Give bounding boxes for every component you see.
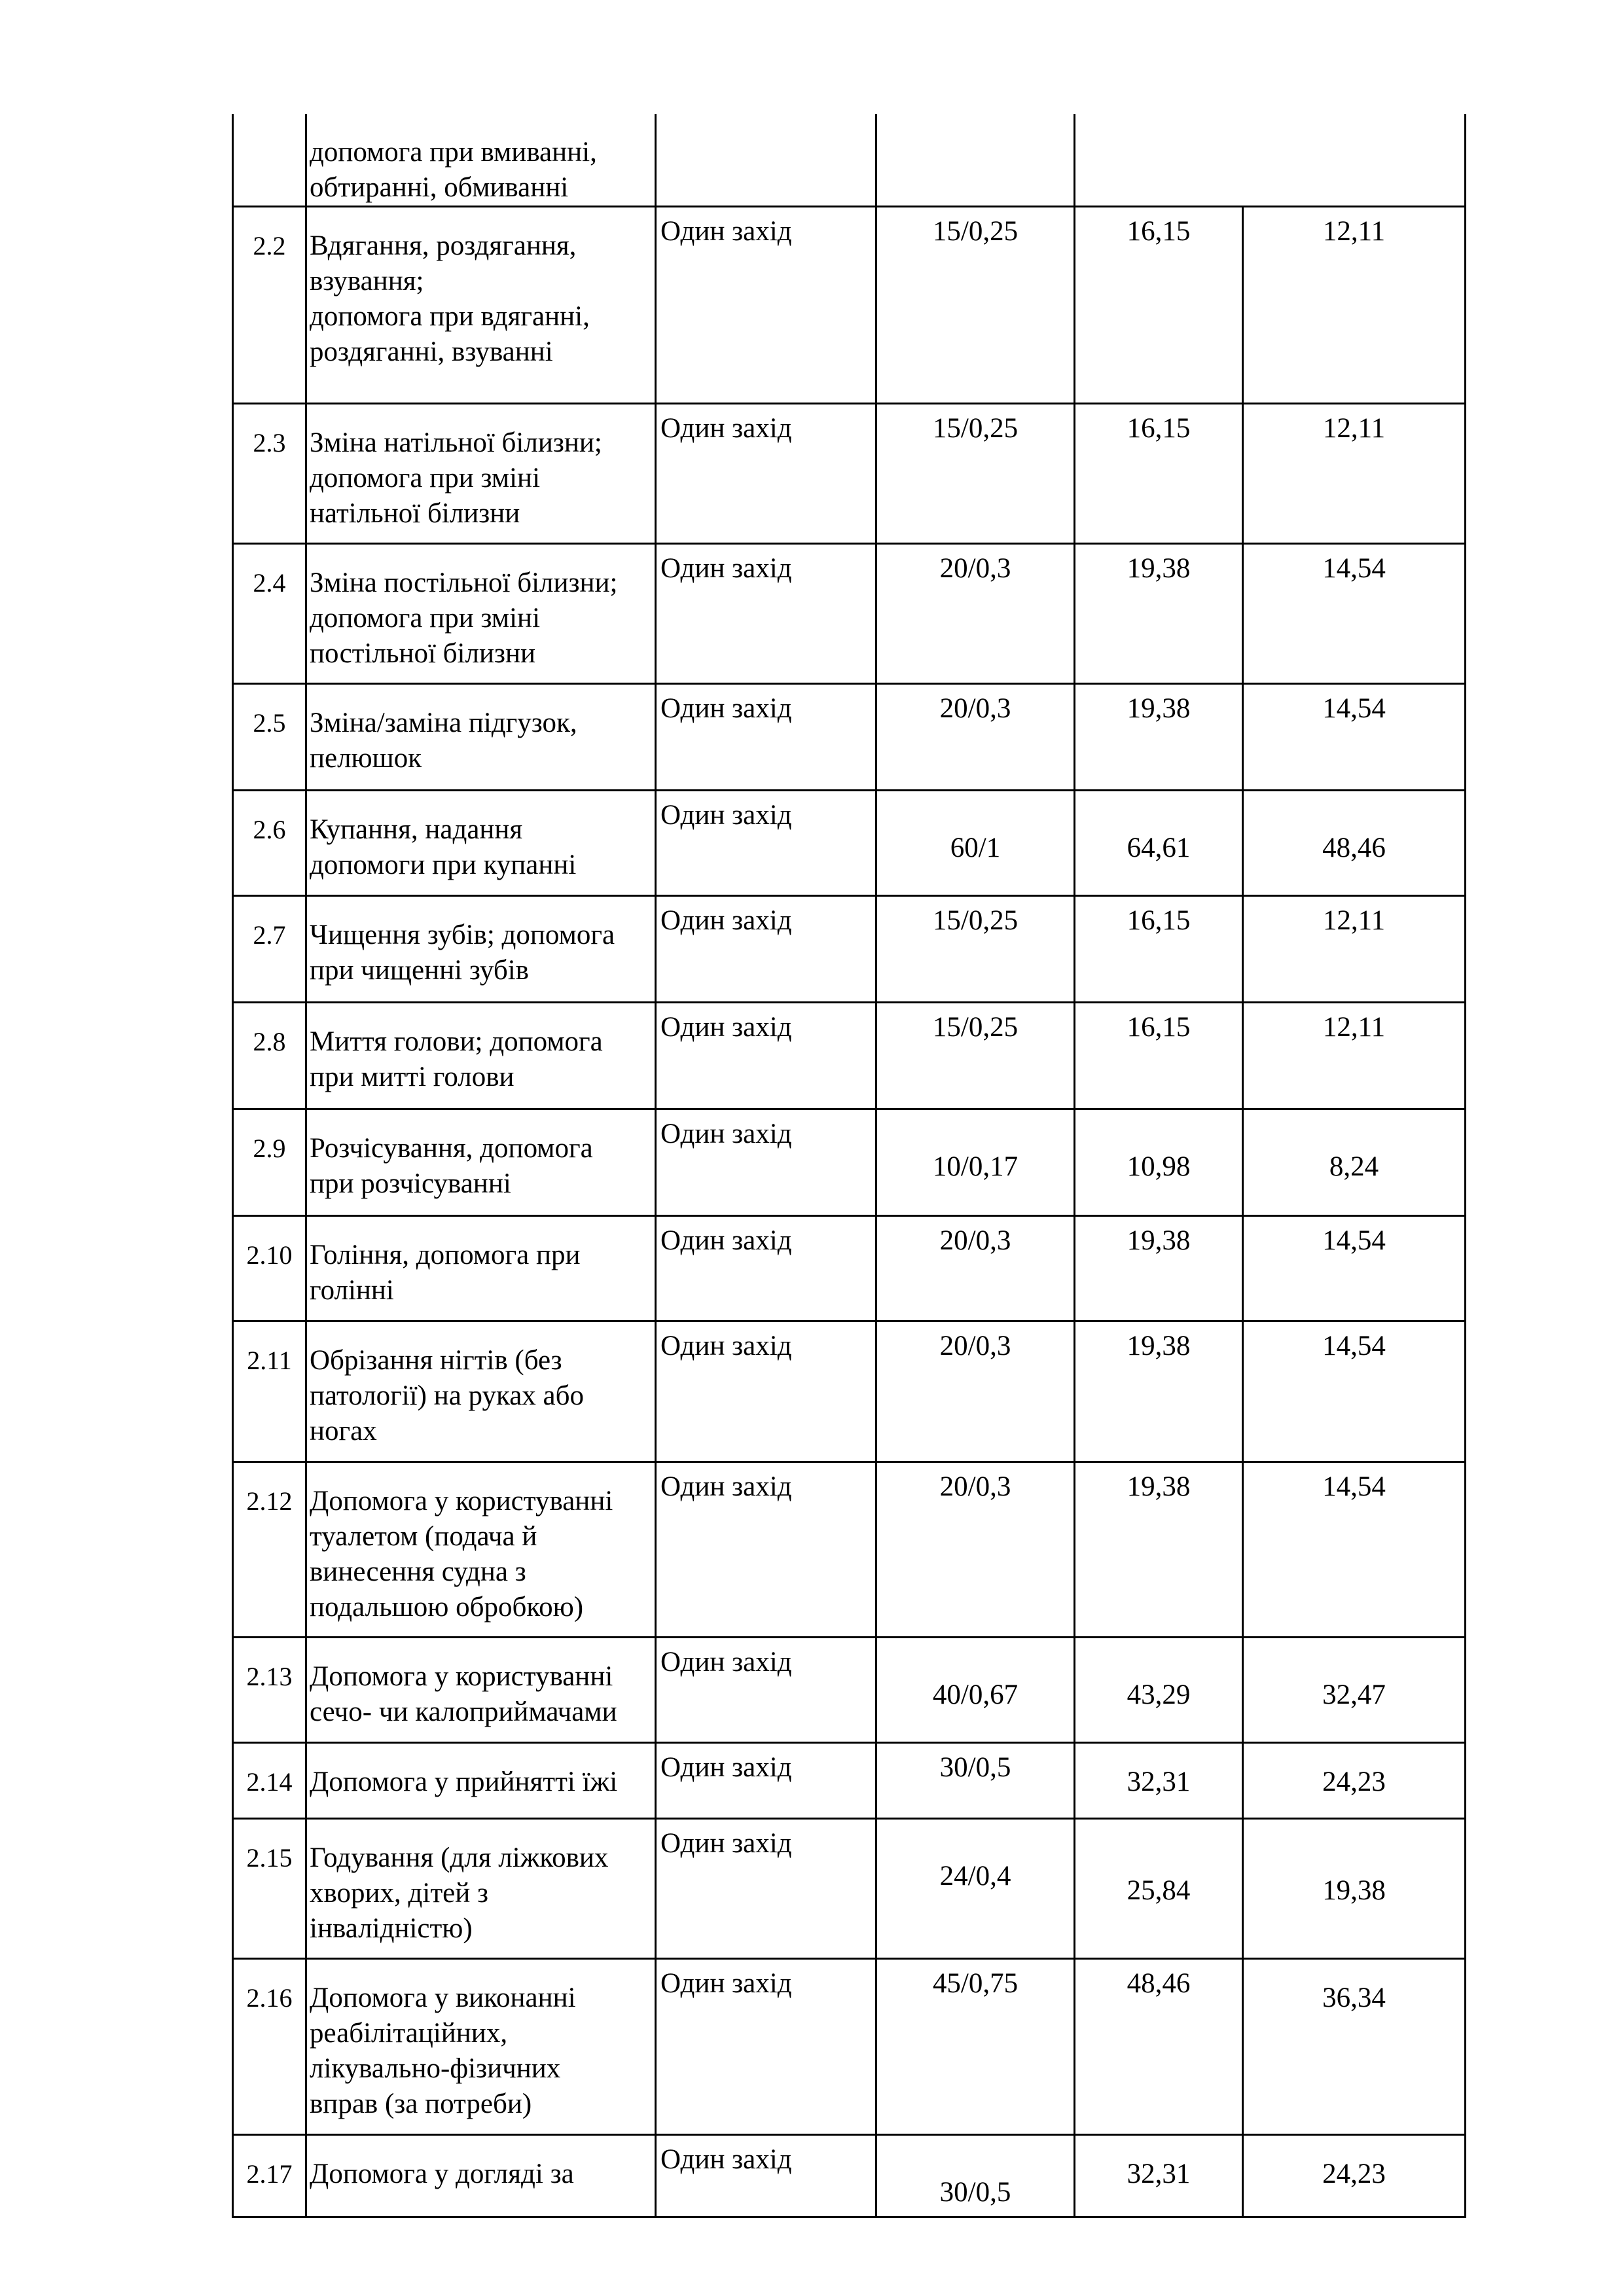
service-description: Зміна натільної білизни; допомога при зміні натільної білизни <box>306 404 656 544</box>
row-number: 2.5 <box>233 684 306 791</box>
cost-value-reduced: 19,38 <box>1243 1819 1466 1959</box>
unit-of-measure: Один захід <box>656 1743 876 1819</box>
service-description: Миття голови; допомога при митті голови <box>306 1003 656 1109</box>
row-number: 2.3 <box>233 404 306 544</box>
row-number: 2.16 <box>233 1959 306 2135</box>
row-number: 2.13 <box>233 1638 306 1743</box>
row-number: 2.15 <box>233 1819 306 1959</box>
row-number: 2.17 <box>233 2135 306 2217</box>
cost-value-reduced: 14,54 <box>1243 1321 1466 1462</box>
cost-value: 19,38 <box>1075 1321 1243 1462</box>
service-description: Допомога у прийнятті їжі <box>306 1743 656 1819</box>
cost-value: 32,31 <box>1075 2135 1243 2217</box>
cost-value-reduced: 14,54 <box>1243 684 1466 791</box>
row-number: 2.8 <box>233 1003 306 1109</box>
cost-value-reduced: 14,54 <box>1243 544 1466 684</box>
service-description: допомога при вмиванні, обтиранні, обмиванні <box>306 114 656 207</box>
time-norm: 20/0,3 <box>876 1462 1075 1638</box>
row-number: 2.6 <box>233 791 306 896</box>
row-number: 2.14 <box>233 1743 306 1819</box>
unit-of-measure: Один захід <box>656 1109 876 1216</box>
unit-of-measure: Один захід <box>656 544 876 684</box>
service-description: Допомога у користуванні сечо- чи калоприймачами <box>306 1638 656 1743</box>
row-number <box>233 114 306 207</box>
unit-of-measure: Один захід <box>656 896 876 1003</box>
cost-value: 19,38 <box>1075 684 1243 791</box>
service-description: Чищення зубів; допомога при чищенні зубів <box>306 896 656 1003</box>
service-description: Допомога у виконанні реабілітаційних, лікувально-фізичних вправ (за потреби) <box>306 1959 656 2135</box>
time-norm: 40/0,67 <box>876 1638 1075 1743</box>
cost-value-reduced: 12,11 <box>1243 404 1466 544</box>
table-row <box>233 207 1466 404</box>
unit-of-measure: Один захід <box>656 1462 876 1638</box>
time-norm: 20/0,3 <box>876 1321 1075 1462</box>
cost-value-reduced: 12,11 <box>1243 207 1466 404</box>
cost-value: 64,61 <box>1075 791 1243 896</box>
cost-value: 16,15 <box>1075 1003 1243 1109</box>
cost-value: 16,15 <box>1075 896 1243 1003</box>
time-norm <box>876 114 1075 207</box>
table-row <box>233 1819 1466 1959</box>
table-row <box>233 114 1466 207</box>
service-description: Купання, надання допомоги при купанні <box>306 791 656 896</box>
time-norm: 30/0,5 <box>876 2135 1075 2217</box>
cost-value: 19,38 <box>1075 1216 1243 1321</box>
services-tariff-table <box>232 114 1466 2218</box>
row-number: 2.12 <box>233 1462 306 1638</box>
table-row <box>233 404 1466 544</box>
unit-of-measure: Один захід <box>656 1321 876 1462</box>
time-norm: 15/0,25 <box>876 404 1075 544</box>
time-norm: 20/0,3 <box>876 684 1075 791</box>
cost-value: 10,98 <box>1075 1109 1243 1216</box>
table-row <box>233 1959 1466 2135</box>
unit-of-measure: Один захід <box>656 2135 876 2217</box>
time-norm: 24/0,4 <box>876 1819 1075 1959</box>
unit-of-measure: Один захід <box>656 684 876 791</box>
unit-of-measure: Один захід <box>656 1638 876 1743</box>
cost-value <box>1075 114 1466 207</box>
table-row <box>233 896 1466 1003</box>
table-row <box>233 1109 1466 1216</box>
time-norm: 30/0,5 <box>876 1743 1075 1819</box>
time-norm: 60/1 <box>876 791 1075 896</box>
service-description: Обрізання нігтів (без патології) на руках або ногах <box>306 1321 656 1462</box>
time-norm: 15/0,25 <box>876 207 1075 404</box>
unit-of-measure: Один захід <box>656 404 876 544</box>
service-description: Вдягання, роздягання, взування; допомога при вдяганні, роздяганні, взуванні <box>306 207 656 404</box>
row-number: 2.10 <box>233 1216 306 1321</box>
unit-of-measure: Один захід <box>656 1216 876 1321</box>
cost-value: 16,15 <box>1075 207 1243 404</box>
table-row <box>233 684 1466 791</box>
table-row <box>233 791 1466 896</box>
cost-value: 19,38 <box>1075 1462 1243 1638</box>
unit-of-measure: Один захід <box>656 1959 876 2135</box>
cost-value: 43,29 <box>1075 1638 1243 1743</box>
service-description: Годування (для ліжкових хворих, дітей з інвалідністю) <box>306 1819 656 1959</box>
cost-value-reduced: 8,24 <box>1243 1109 1466 1216</box>
unit-of-measure <box>656 114 876 207</box>
row-number: 2.11 <box>233 1321 306 1462</box>
table-row <box>233 1321 1466 1462</box>
cost-value-reduced: 24,23 <box>1243 1743 1466 1819</box>
cost-value-reduced: 14,54 <box>1243 1462 1466 1638</box>
table-row <box>233 1462 1466 1638</box>
unit-of-measure: Один захід <box>656 1003 876 1109</box>
cost-value-reduced: 32,47 <box>1243 1638 1466 1743</box>
row-number: 2.9 <box>233 1109 306 1216</box>
time-norm: 15/0,25 <box>876 896 1075 1003</box>
cost-value-reduced: 24,23 <box>1243 2135 1466 2217</box>
time-norm: 15/0,25 <box>876 1003 1075 1109</box>
cost-value-reduced: 48,46 <box>1243 791 1466 896</box>
row-number: 2.4 <box>233 544 306 684</box>
service-description: Допомога у догляді за <box>306 2135 656 2217</box>
service-description: Зміна/заміна підгузок, пелюшок <box>306 684 656 791</box>
table-row <box>233 1638 1466 1743</box>
table-row <box>233 544 1466 684</box>
table-row <box>233 1743 1466 1819</box>
row-number: 2.2 <box>233 207 306 404</box>
service-description: Розчісування, допомога при розчісуванні <box>306 1109 656 1216</box>
service-description: Зміна постільної білизни; допомога при зміні постільної білизни <box>306 544 656 684</box>
service-description: Допомога у користуванні туалетом (подача й винесення судна з подальшою обробкою) <box>306 1462 656 1638</box>
time-norm: 20/0,3 <box>876 544 1075 684</box>
time-norm: 45/0,75 <box>876 1959 1075 2135</box>
cost-value-reduced: 14,54 <box>1243 1216 1466 1321</box>
unit-of-measure: Один захід <box>656 1819 876 1959</box>
row-number: 2.7 <box>233 896 306 1003</box>
unit-of-measure: Один захід <box>656 791 876 896</box>
cost-value: 32,31 <box>1075 1743 1243 1819</box>
time-norm: 10/0,17 <box>876 1109 1075 1216</box>
cost-value: 25,84 <box>1075 1819 1243 1959</box>
unit-of-measure: Один захід <box>656 207 876 404</box>
cost-value-reduced: 36,34 <box>1243 1959 1466 2135</box>
cost-value-reduced: 12,11 <box>1243 1003 1466 1109</box>
cost-value: 16,15 <box>1075 404 1243 544</box>
cost-value-reduced: 12,11 <box>1243 896 1466 1003</box>
table-row <box>233 1216 1466 1321</box>
service-description: Гоління, допомога при голінні <box>306 1216 656 1321</box>
time-norm: 20/0,3 <box>876 1216 1075 1321</box>
table-row <box>233 1003 1466 1109</box>
cost-value: 19,38 <box>1075 544 1243 684</box>
table-row <box>233 2135 1466 2217</box>
cost-value: 48,46 <box>1075 1959 1243 2135</box>
